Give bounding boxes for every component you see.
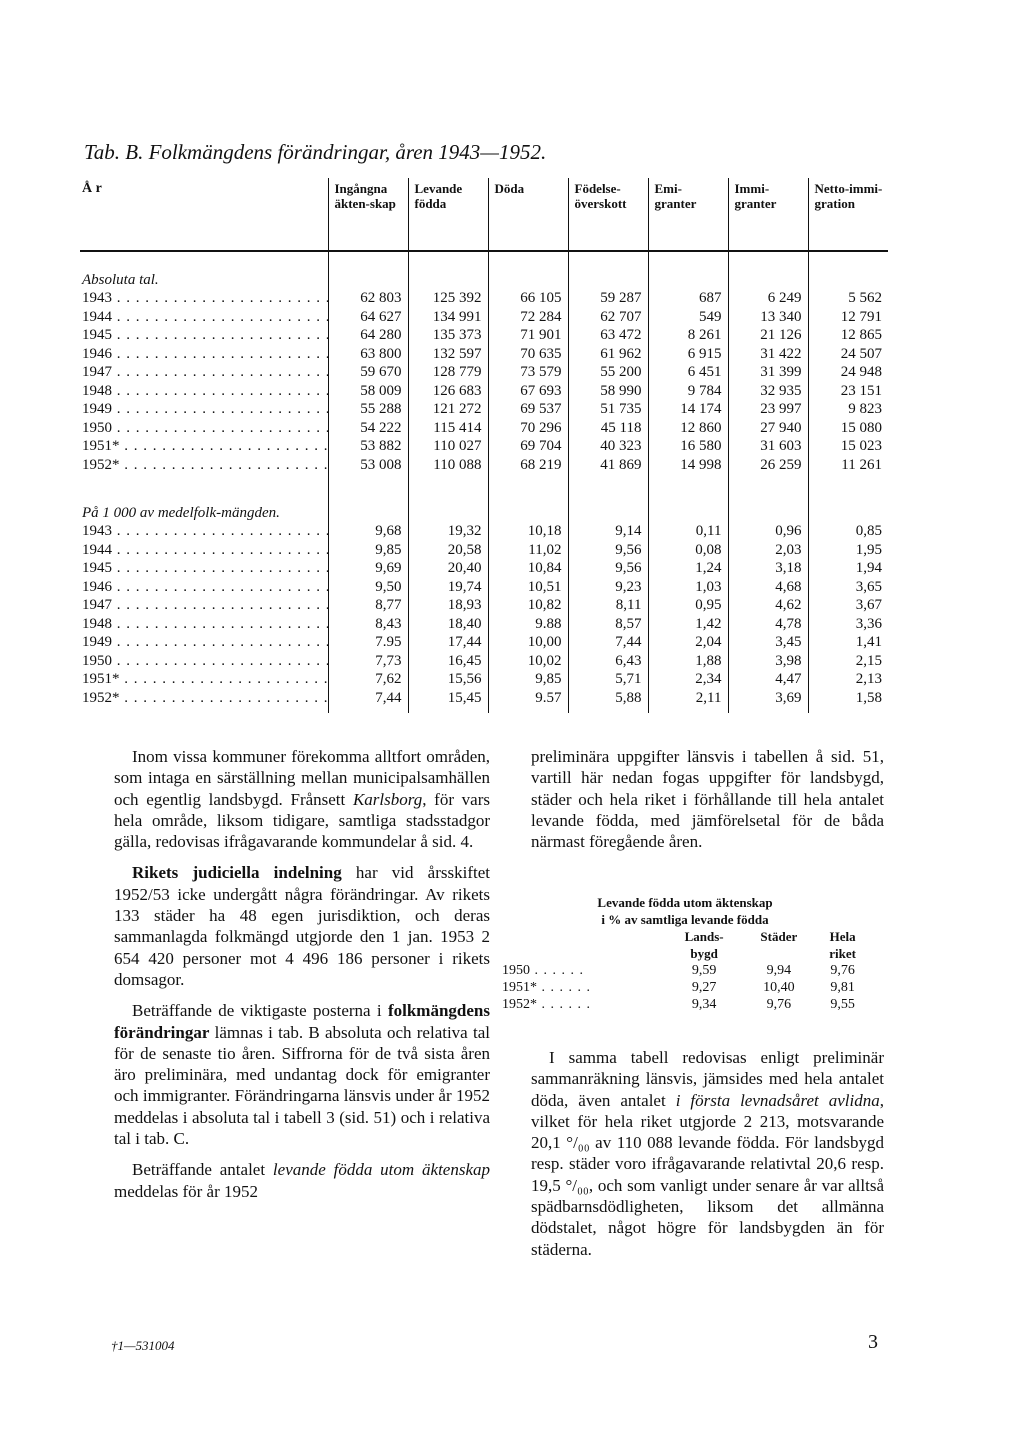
header-year: Å r — [82, 181, 102, 196]
table-row — [80, 326, 888, 345]
value-cell: 1,42 — [648, 615, 728, 634]
value-cell: 31 422 — [728, 345, 808, 364]
year-cell: 1949 . . . — [80, 633, 328, 652]
left-column — [114, 746, 490, 1212]
value-cell: 1,41 — [808, 633, 888, 652]
value-cell: 8,57 — [568, 615, 648, 634]
header-deaths: Döda — [488, 178, 568, 253]
value-cell: 19,74 — [408, 578, 488, 597]
value-cell: 3,69 — [728, 689, 808, 714]
year-cell: 1944 . . . — [80, 308, 328, 327]
value-cell: 26 259 — [728, 456, 808, 481]
value-cell: 9,69 — [328, 559, 408, 578]
value-cell: 3,18 — [728, 559, 808, 578]
table-row — [80, 541, 888, 560]
table-row — [80, 363, 888, 382]
value-cell: 115 414 — [408, 419, 488, 438]
year-cell: 1952* . . . — [80, 689, 328, 714]
value-cell: 0,11 — [648, 522, 728, 541]
table-row — [80, 615, 888, 634]
value-cell: 9,85 — [328, 541, 408, 560]
value-cell: 53 882 — [328, 437, 408, 456]
value-cell: 4,47 — [728, 670, 808, 689]
small-table-caption-2: i % av samtliga levande födda — [601, 912, 769, 927]
table-row — [80, 559, 888, 578]
value-cell: 13 340 — [728, 308, 808, 327]
year-cell: 1944 . . . — [80, 541, 328, 560]
table-row — [80, 456, 888, 481]
value-cell: 4,78 — [728, 615, 808, 634]
value-cell: 72 284 — [488, 308, 568, 327]
illegitimate-births-table: Levande födda utom äktenskap i % av samtliga levande födda Lands- Städer Hela bygd riket 1950 . . . 9,59 9,94 9,76 1951* . . . 9,27 10,40 9,81 1952* . . . 9,34 9,76 9,55 — [500, 894, 870, 1013]
value-cell: 0,96 — [728, 522, 808, 541]
value-cell: 24 507 — [808, 345, 888, 364]
value-cell: 7,62 — [328, 670, 408, 689]
year-cell: 1946 . . . — [80, 345, 328, 364]
value-cell: 3,67 — [808, 596, 888, 615]
year-cell: 1947 . . . — [80, 363, 328, 382]
value-cell: 59 287 — [568, 289, 648, 308]
value-cell: 5,88 — [568, 689, 648, 714]
value-cell: 24 948 — [808, 363, 888, 382]
value-cell: 9,50 — [328, 578, 408, 597]
year-cell: 1947 . . . — [80, 596, 328, 615]
value-cell: 10,02 — [488, 652, 568, 671]
table-row — [80, 289, 888, 308]
value-cell: 9,56 — [568, 541, 648, 560]
year-cell: 1950 . . . — [500, 962, 666, 979]
value-cell: 6,43 — [568, 652, 648, 671]
value-cell: 63 472 — [568, 326, 648, 345]
value-cell: 9,76 — [830, 963, 855, 978]
year-cell: 1952* . . . — [80, 456, 328, 481]
value-cell: 69 537 — [488, 400, 568, 419]
value-cell: 134 991 — [408, 308, 488, 327]
table-row — [80, 633, 888, 652]
value-cell: 9,85 — [488, 670, 568, 689]
section-label: På 1 000 av medelfolk-mängden. — [82, 505, 280, 521]
table-row — [80, 578, 888, 597]
year-cell: 1950 . . . — [80, 652, 328, 671]
value-cell: 0,85 — [808, 522, 888, 541]
value-cell: 3,36 — [808, 615, 888, 634]
paragraph: Beträffande de viktigaste posterna i folkmängdens förändringar lämnas i tab. B absoluta och relativa tal för de senaste tio åren. Siffrorna för de två sista åren äro preliminära, med undantag dock för emigranter och immigranter. Förändringarna länsvis under år 1952 meddelas i absoluta tal i tabell 3 (sid. 51) och i relativa tal i tab. C. — [114, 1001, 490, 1149]
value-cell: 1,95 — [808, 541, 888, 560]
value-cell: 1,88 — [648, 652, 728, 671]
value-cell: 4,62 — [728, 596, 808, 615]
value-cell: 132 597 — [408, 345, 488, 364]
value-cell: 12 865 — [808, 326, 888, 345]
value-cell: 12 860 — [648, 419, 728, 438]
value-cell: 1,24 — [648, 559, 728, 578]
value-cell: 9,56 — [568, 559, 648, 578]
page-number: 3 — [868, 1331, 878, 1353]
value-cell: 12 791 — [808, 308, 888, 327]
year-cell: 1950 . . . — [80, 419, 328, 438]
value-cell: 59 670 — [328, 363, 408, 382]
value-cell: 10,40 — [763, 980, 795, 995]
value-cell: 18,40 — [408, 615, 488, 634]
table-row — [80, 345, 888, 364]
value-cell: 9,27 — [691, 980, 717, 995]
header-immigrants: Immi-granter — [728, 178, 808, 253]
value-cell: 70 635 — [488, 345, 568, 364]
value-cell: 2,13 — [808, 670, 888, 689]
table-row — [80, 419, 888, 438]
value-cell: 121 272 — [408, 400, 488, 419]
value-cell: 23 997 — [728, 400, 808, 419]
value-cell: 10,00 — [488, 633, 568, 652]
value-cell: 62 707 — [568, 308, 648, 327]
value-cell: 20,58 — [408, 541, 488, 560]
value-cell: 64 627 — [328, 308, 408, 327]
value-cell: 8,77 — [328, 596, 408, 615]
table-row — [80, 652, 888, 671]
value-cell: 14 174 — [648, 400, 728, 419]
value-cell: 14 998 — [648, 456, 728, 481]
year-cell: 1945 . . . — [80, 326, 328, 345]
right-column-top — [531, 746, 884, 862]
value-cell: 4,68 — [728, 578, 808, 597]
value-cell: 32 935 — [728, 382, 808, 401]
value-cell: 1,94 — [808, 559, 888, 578]
value-cell: 41 869 — [568, 456, 648, 481]
table-row — [80, 308, 888, 327]
value-cell: 71 901 — [488, 326, 568, 345]
year-cell: 1943 . . . — [80, 289, 328, 308]
value-cell: 549 — [648, 308, 728, 327]
value-cell: 1,58 — [808, 689, 888, 714]
value-cell: 7,73 — [328, 652, 408, 671]
year-cell: 1943 . . . — [80, 522, 328, 541]
value-cell: 70 296 — [488, 419, 568, 438]
value-cell: 64 280 — [328, 326, 408, 345]
value-cell: 9,14 — [568, 522, 648, 541]
table-row — [500, 979, 870, 996]
value-cell: 58 990 — [568, 382, 648, 401]
value-cell: 16 580 — [648, 437, 728, 456]
paragraph: Beträffande antalet levande födda utom äktenskap meddelas för år 1952 — [114, 1160, 491, 1201]
value-cell: 55 200 — [568, 363, 648, 382]
value-cell: 9,55 — [830, 997, 855, 1012]
value-cell: 67 693 — [488, 382, 568, 401]
value-cell: 55 288 — [328, 400, 408, 419]
value-cell: 1,03 — [648, 578, 728, 597]
value-cell: 9,59 — [691, 963, 717, 978]
value-cell: 54 222 — [328, 419, 408, 438]
header-live-births: Levande födda — [408, 178, 488, 253]
value-cell: 69 704 — [488, 437, 568, 456]
table-row — [80, 596, 888, 615]
value-cell: 7,44 — [568, 633, 648, 652]
value-cell: 17,44 — [408, 633, 488, 652]
value-cell: 62 803 — [328, 289, 408, 308]
value-cell: 58 009 — [328, 382, 408, 401]
value-cell: 9.57 — [488, 689, 568, 714]
value-cell: 6 915 — [648, 345, 728, 364]
year-cell: 1952* . . . — [500, 996, 666, 1013]
year-cell: 1951* . . . — [500, 979, 666, 996]
value-cell: 2,11 — [648, 689, 728, 714]
value-cell: 3,45 — [728, 633, 808, 652]
value-cell: 0,08 — [648, 541, 728, 560]
value-cell: 135 373 — [408, 326, 488, 345]
value-cell: 110 027 — [408, 437, 488, 456]
paragraph: Inom vissa kommuner förekomma alltfort områden, som intaga en särställning mellan municipalsamhällen och egentlig landsbygd. Frånsett Karlsborg, för vars hela område, liksom tidigare, samtliga stadsstadgor gälla, redovisas ifrågavarande kommundelar å sid. 4. — [114, 747, 490, 852]
value-cell: 5,71 — [568, 670, 648, 689]
table-row — [80, 670, 888, 689]
paragraph: I samma tabell redovisas enligt preliminär sammanräkning länsvis, jämsides med hela antalet döda, även antalet i första levnadsåret avlidna, vilket för hela riket utgjorde 2 213, motsvarande 20,1 °/₀₀ av 110 088 levande födda. För landsbygd resp. städer voro ifrågavarande relativtal 20,6 resp. 19,5 °/₀₀, och som vanligt under senare år var alltså spädbarnsdödligheten, liksom det allmänna dödstalet, något högre för landsbygden än för städerna. — [531, 1048, 884, 1259]
value-cell: 8 261 — [648, 326, 728, 345]
value-cell: 3,98 — [728, 652, 808, 671]
table-row — [80, 437, 888, 456]
value-cell: 68 219 — [488, 456, 568, 481]
value-cell: 9,81 — [830, 980, 855, 995]
value-cell: 126 683 — [408, 382, 488, 401]
header-rule — [80, 250, 888, 252]
value-cell: 687 — [648, 289, 728, 308]
value-cell: 53 008 — [328, 456, 408, 481]
value-cell: 9,76 — [766, 997, 792, 1012]
table-title: Tab. B. Folkmängdens förändringar, åren 1943—1952. — [84, 140, 547, 164]
value-cell: 9 784 — [648, 382, 728, 401]
small-header-rural: Lands- — [684, 929, 724, 944]
small-header-towns: Städer — [760, 929, 798, 944]
value-cell: 2,03 — [728, 541, 808, 560]
paragraph: preliminära uppgifter länsvis i tabellen å sid. 51, vartill här nedan fogas uppgifter för landsbygd, städer och hela riket i förhållande till hela antalet levande födda, med jämförelsetal för de båda närmast föregående åren. — [531, 747, 884, 852]
value-cell: 20,40 — [408, 559, 488, 578]
value-cell: 9,68 — [328, 522, 408, 541]
small-header-whole: Hela — [829, 929, 856, 944]
value-cell: 6 451 — [648, 363, 728, 382]
table-row — [500, 962, 870, 979]
value-cell: 9.88 — [488, 615, 568, 634]
small-table-caption-1: Levande födda utom äktenskap — [597, 895, 773, 910]
value-cell: 9,34 — [691, 997, 717, 1012]
value-cell: 9,94 — [766, 963, 792, 978]
value-cell: 40 323 — [568, 437, 648, 456]
value-cell: 16,45 — [408, 652, 488, 671]
value-cell: 23 151 — [808, 382, 888, 401]
value-cell: 18,93 — [408, 596, 488, 615]
value-cell: 125 392 — [408, 289, 488, 308]
value-cell: 2,34 — [648, 670, 728, 689]
value-cell: 15 023 — [808, 437, 888, 456]
value-cell: 31 399 — [728, 363, 808, 382]
population-change-table — [80, 178, 888, 713]
value-cell: 31 603 — [728, 437, 808, 456]
value-cell: 27 940 — [728, 419, 808, 438]
header-birth-surplus: Födelse-överskott — [568, 178, 648, 253]
value-cell: 0,95 — [648, 596, 728, 615]
year-cell: 1951* . . . — [80, 437, 328, 456]
value-cell: 128 779 — [408, 363, 488, 382]
print-code: †1—531004 — [111, 1338, 175, 1353]
value-cell: 10,51 — [488, 578, 568, 597]
table-row — [80, 400, 888, 419]
value-cell: 9,23 — [568, 578, 648, 597]
value-cell: 7,44 — [328, 689, 408, 714]
table-row — [80, 689, 888, 714]
value-cell: 51 735 — [568, 400, 648, 419]
paragraph: Rikets judiciella indelning har vid årsskiftet 1952/53 icke undergått några förändringar. Av rikets 133 städer ha 48 egen jurisdiktion, och deras sammanlagda folkmängd utgjorde den 1 jan. 1953 2 654 420 personer mot 4 496 186 personer i rikets domsagor. — [114, 863, 490, 989]
value-cell: 11 261 — [808, 456, 888, 481]
year-cell: 1951* . . . — [80, 670, 328, 689]
section-label: Absoluta tal. — [82, 272, 159, 288]
value-cell: 10,84 — [488, 559, 568, 578]
year-cell: 1948 . . . — [80, 382, 328, 401]
value-cell: 61 962 — [568, 345, 648, 364]
table-row — [80, 382, 888, 401]
year-cell: 1945 . . . — [80, 559, 328, 578]
value-cell: 10,82 — [488, 596, 568, 615]
value-cell: 15 080 — [808, 419, 888, 438]
value-cell: 19,32 — [408, 522, 488, 541]
value-cell: 8,11 — [568, 596, 648, 615]
value-cell: 10,18 — [488, 522, 568, 541]
value-cell: 9 823 — [808, 400, 888, 419]
value-cell: 6 249 — [728, 289, 808, 308]
value-cell: 11,02 — [488, 541, 568, 560]
header-marriages: Ingångna äkten-skap — [328, 178, 408, 253]
value-cell: 15,56 — [408, 670, 488, 689]
value-cell: 63 800 — [328, 345, 408, 364]
value-cell: 15,45 — [408, 689, 488, 714]
value-cell: 2,04 — [648, 633, 728, 652]
value-cell: 110 088 — [408, 456, 488, 481]
value-cell: 2,15 — [808, 652, 888, 671]
year-cell: 1948 . . . — [80, 615, 328, 634]
year-cell: 1946 . . . — [80, 578, 328, 597]
value-cell: 45 118 — [568, 419, 648, 438]
value-cell: 73 579 — [488, 363, 568, 382]
year-cell: 1949 . . . — [80, 400, 328, 419]
value-cell: 21 126 — [728, 326, 808, 345]
right-column-bottom — [531, 1047, 884, 1270]
header-emigrants: Emi-granter — [648, 178, 728, 253]
value-cell: 8,43 — [328, 615, 408, 634]
header-net-immigration: Netto-immi-gration — [808, 178, 888, 253]
table-row — [80, 522, 888, 541]
value-cell: 66 105 — [488, 289, 568, 308]
value-cell: 7.95 — [328, 633, 408, 652]
value-cell: 3,65 — [808, 578, 888, 597]
table-row — [500, 996, 870, 1013]
value-cell: 5 562 — [808, 289, 888, 308]
